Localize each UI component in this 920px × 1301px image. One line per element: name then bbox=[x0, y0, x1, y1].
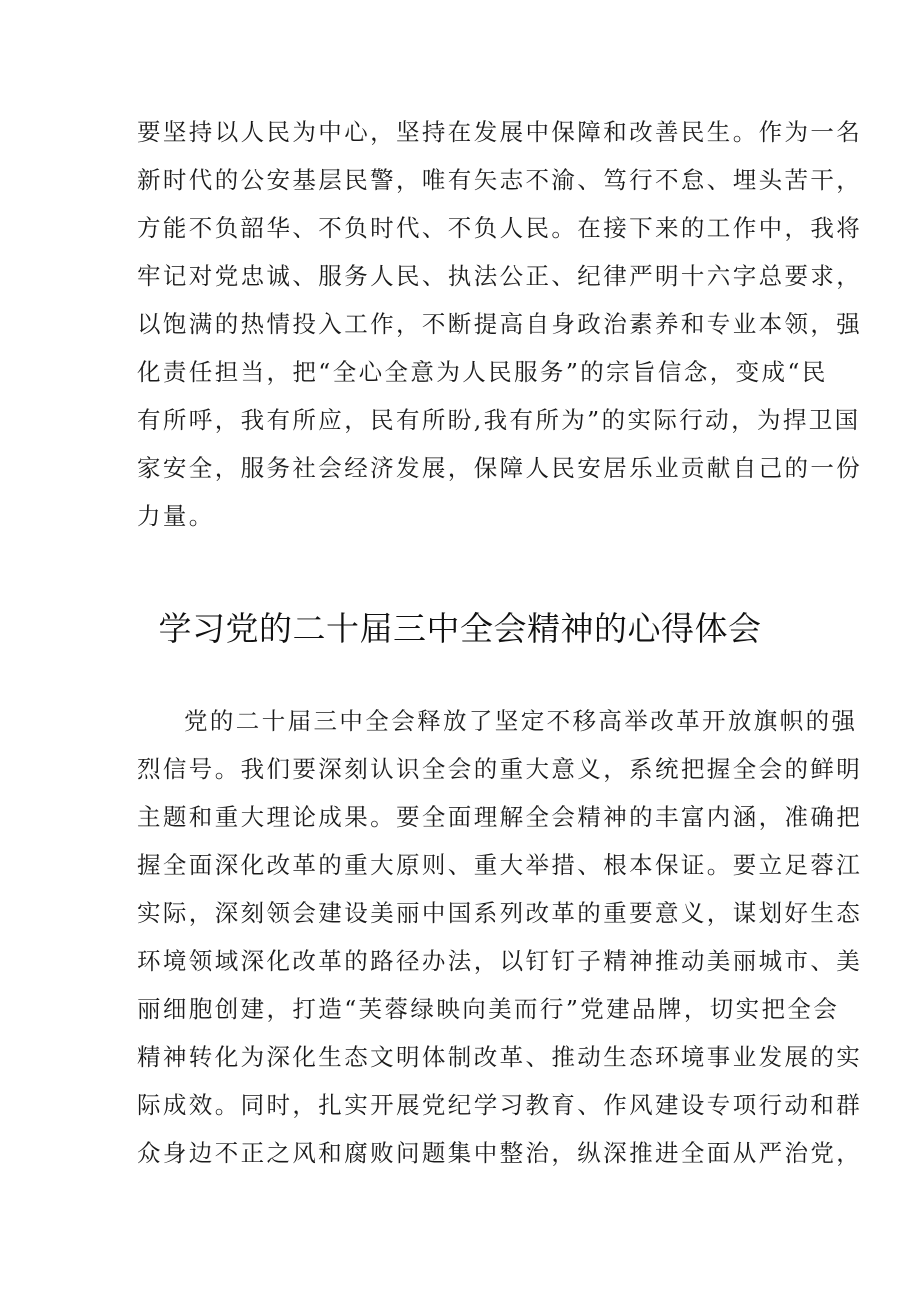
paragraph-line: 握全面深化改革的重大原则、重大举措、根本保证。要立足蓉江 bbox=[137, 851, 863, 879]
paragraph-line: 要坚持以人民为中心，坚持在发展中保障和改善民生。作为一名 bbox=[137, 118, 863, 146]
paragraph-line: 家安全，服务社会经济发展，保障人民安居乐业贡献自己的一份 bbox=[137, 454, 863, 482]
paragraph-line: 际成效。同时，扎实开展党纪学习教育、作风建设专项行动和群 bbox=[137, 1091, 863, 1119]
paragraph-line: 众身边不正之风和腐败问题集中整治，纵深推进全面从严治党， bbox=[137, 1139, 863, 1167]
paragraph-line: 党的二十届三中全会释放了坚定不移高举改革开放旗帜的强 bbox=[184, 707, 858, 735]
paragraph-line: 烈信号。我们要深刻认识全会的重大意义，系统把握全会的鲜明 bbox=[137, 755, 863, 783]
paragraph-line: 方能不负韶华、不负时代、不负人民。在接下来的工作中，我将 bbox=[137, 214, 863, 242]
paragraph-line: 丽细胞创建，打造“芙蓉绿映向美而行”党建品牌，切实把全会 bbox=[137, 995, 840, 1023]
paragraph-line: 精神转化为深化生态文明体制改革、推动生态环境事业发展的实 bbox=[137, 1043, 863, 1071]
section-title: 学习党的二十届三中全会精神的心得体会 bbox=[158, 609, 762, 648]
paragraph-line: 主题和重大理论成果。要全面理解全会精神的丰富内涵，准确把 bbox=[137, 803, 863, 831]
paragraph-line: 有所呼，我有所应，民有所盼,我有所为”的实际行动，为捍卫国 bbox=[137, 406, 861, 434]
paragraph-line: 实际，深刻领会建设美丽中国系列改革的重要意义，谋划好生态 bbox=[137, 899, 863, 927]
paragraph-line: 环境领域深化改革的路径办法，以钉钉子精神推动美丽城市、美 bbox=[137, 947, 863, 975]
paragraph-line: 化责任担当，把“全心全意为人民服务”的宗旨信念，变成“民 bbox=[137, 358, 828, 386]
paragraph-line: 牢记对党忠诚、服务人民、执法公正、纪律严明十六字总要求， bbox=[137, 262, 863, 290]
paragraph-line: 力量。 bbox=[137, 502, 215, 530]
paragraph-line: 以饱满的热情投入工作，不断提高自身政治素养和专业本领，强 bbox=[137, 310, 863, 338]
paragraph-line: 新时代的公安基层民警，唯有矢志不渝、笃行不怠、埋头苦干， bbox=[137, 166, 863, 194]
